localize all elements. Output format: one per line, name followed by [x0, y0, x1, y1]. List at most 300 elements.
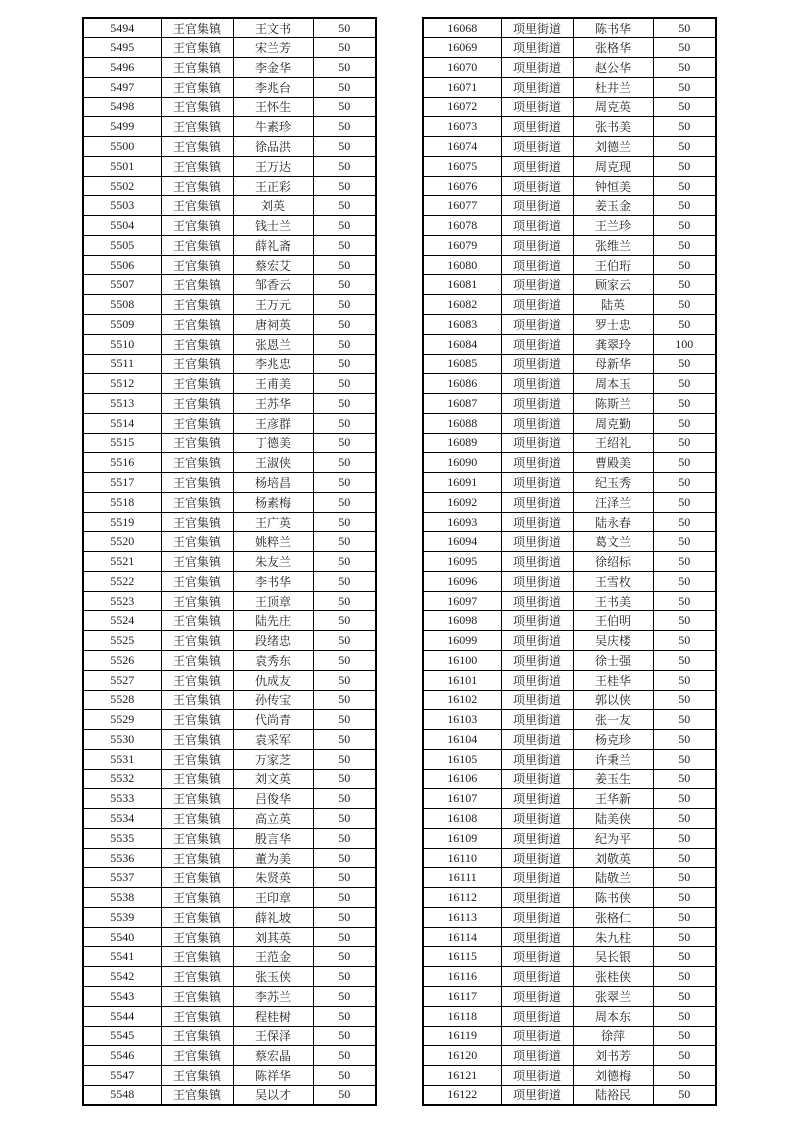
table-row — [423, 295, 716, 315]
district-cell: 王官集镇 — [161, 453, 233, 473]
name-cell: 刘英 — [233, 196, 313, 216]
id-cell: 5537 — [83, 868, 161, 888]
amount-cell: 50 — [653, 789, 716, 809]
amount-cell: 50 — [313, 749, 376, 769]
district-cell: 项里街道 — [501, 196, 573, 216]
amount-cell: 50 — [653, 394, 716, 414]
table-row — [83, 314, 376, 334]
table-row — [83, 156, 376, 176]
amount-cell: 50 — [653, 611, 716, 631]
id-cell: 5503 — [83, 196, 161, 216]
district-cell: 项里街道 — [501, 97, 573, 117]
district-cell: 王官集镇 — [161, 1046, 233, 1066]
amount-cell: 50 — [313, 670, 376, 690]
name-cell: 刘德兰 — [573, 137, 653, 157]
amount-cell: 50 — [653, 967, 716, 987]
amount-cell: 50 — [313, 710, 376, 730]
amount-cell: 50 — [313, 176, 376, 196]
name-cell: 郭以侠 — [573, 690, 653, 710]
id-cell: 16106 — [423, 769, 501, 789]
district-cell: 项里街道 — [501, 947, 573, 967]
table-row — [423, 1046, 716, 1066]
table-row — [83, 235, 376, 255]
table-row — [83, 394, 376, 414]
id-cell: 5512 — [83, 374, 161, 394]
id-cell: 16117 — [423, 987, 501, 1007]
amount-cell: 50 — [653, 591, 716, 611]
table-row — [423, 334, 716, 354]
name-cell: 李苏兰 — [233, 987, 313, 1007]
table-row — [423, 591, 716, 611]
name-cell: 陆先庄 — [233, 611, 313, 631]
amount-cell: 50 — [653, 314, 716, 334]
amount-cell: 50 — [313, 156, 376, 176]
amount-cell: 50 — [653, 492, 716, 512]
district-cell: 项里街道 — [501, 710, 573, 730]
district-cell: 项里街道 — [501, 314, 573, 334]
id-cell: 5527 — [83, 670, 161, 690]
table-row — [423, 670, 716, 690]
amount-cell: 50 — [653, 1006, 716, 1026]
table-row — [423, 117, 716, 137]
amount-cell: 50 — [313, 1026, 376, 1046]
id-cell: 16082 — [423, 295, 501, 315]
name-cell: 李金华 — [233, 58, 313, 78]
id-cell: 16086 — [423, 374, 501, 394]
id-cell: 16099 — [423, 631, 501, 651]
name-cell: 张维兰 — [573, 235, 653, 255]
id-cell: 5497 — [83, 77, 161, 97]
amount-cell: 50 — [313, 1085, 376, 1105]
name-cell: 陈书侠 — [573, 888, 653, 908]
id-cell: 5509 — [83, 314, 161, 334]
amount-cell: 50 — [653, 413, 716, 433]
table-row — [83, 38, 376, 58]
district-cell: 王官集镇 — [161, 670, 233, 690]
district-cell: 项里街道 — [501, 433, 573, 453]
table-row — [83, 907, 376, 927]
table-row — [423, 532, 716, 552]
id-cell: 5529 — [83, 710, 161, 730]
name-cell: 杜井兰 — [573, 77, 653, 97]
id-cell: 16114 — [423, 927, 501, 947]
table-row — [83, 888, 376, 908]
id-cell: 5519 — [83, 512, 161, 532]
district-cell: 项里街道 — [501, 275, 573, 295]
table-row — [83, 413, 376, 433]
district-cell: 项里街道 — [501, 749, 573, 769]
table-row — [423, 1026, 716, 1046]
id-cell: 16074 — [423, 137, 501, 157]
id-cell: 5536 — [83, 848, 161, 868]
name-cell: 王万元 — [233, 295, 313, 315]
table-row — [423, 433, 716, 453]
table-row — [83, 670, 376, 690]
amount-cell: 50 — [653, 18, 716, 38]
district-cell: 王官集镇 — [161, 216, 233, 236]
table-row — [423, 947, 716, 967]
id-cell: 5499 — [83, 117, 161, 137]
table-row — [83, 809, 376, 829]
amount-cell: 50 — [313, 789, 376, 809]
amount-cell: 50 — [313, 611, 376, 631]
id-cell: 5540 — [83, 927, 161, 947]
amount-cell: 50 — [653, 38, 716, 58]
amount-cell: 50 — [653, 117, 716, 137]
amount-cell: 50 — [653, 749, 716, 769]
table-row — [83, 275, 376, 295]
district-cell: 王官集镇 — [161, 907, 233, 927]
amount-cell: 50 — [313, 453, 376, 473]
district-cell: 项里街道 — [501, 176, 573, 196]
name-cell: 高立英 — [233, 809, 313, 829]
table-row — [83, 176, 376, 196]
district-cell: 王官集镇 — [161, 117, 233, 137]
amount-cell: 50 — [313, 117, 376, 137]
table-row — [83, 374, 376, 394]
table-row — [83, 730, 376, 750]
table-row — [423, 196, 716, 216]
amount-cell: 50 — [313, 947, 376, 967]
id-cell: 5530 — [83, 730, 161, 750]
amount-cell: 50 — [653, 176, 716, 196]
district-cell: 王官集镇 — [161, 1066, 233, 1086]
amount-cell: 50 — [653, 670, 716, 690]
name-cell: 陆美侠 — [573, 809, 653, 829]
amount-cell: 50 — [313, 394, 376, 414]
amount-cell: 100 — [653, 334, 716, 354]
id-cell: 16096 — [423, 571, 501, 591]
district-cell: 项里街道 — [501, 1046, 573, 1066]
table-row — [83, 749, 376, 769]
district-cell: 项里街道 — [501, 216, 573, 236]
name-cell: 王怀生 — [233, 97, 313, 117]
district-cell: 王官集镇 — [161, 1026, 233, 1046]
district-cell: 项里街道 — [501, 413, 573, 433]
id-cell: 16105 — [423, 749, 501, 769]
name-cell: 王伯明 — [573, 611, 653, 631]
amount-cell: 50 — [653, 690, 716, 710]
id-cell: 5505 — [83, 235, 161, 255]
name-cell: 薛礼斋 — [233, 235, 313, 255]
table-row — [83, 532, 376, 552]
name-cell: 张玉侠 — [233, 967, 313, 987]
amount-cell: 50 — [313, 907, 376, 927]
id-cell: 16078 — [423, 216, 501, 236]
name-cell: 陆英 — [573, 295, 653, 315]
district-cell: 王官集镇 — [161, 571, 233, 591]
name-cell: 张恩兰 — [233, 334, 313, 354]
id-cell: 16115 — [423, 947, 501, 967]
table-row — [83, 611, 376, 631]
id-cell: 16075 — [423, 156, 501, 176]
district-cell: 项里街道 — [501, 690, 573, 710]
district-cell: 项里街道 — [501, 117, 573, 137]
district-cell: 项里街道 — [501, 670, 573, 690]
amount-cell: 50 — [653, 275, 716, 295]
amount-cell: 50 — [653, 907, 716, 927]
name-cell: 朱九柱 — [573, 927, 653, 947]
amount-cell: 50 — [653, 769, 716, 789]
table-row — [83, 117, 376, 137]
amount-cell: 50 — [313, 769, 376, 789]
id-cell: 5514 — [83, 413, 161, 433]
id-cell: 16088 — [423, 413, 501, 433]
amount-cell: 50 — [653, 453, 716, 473]
amount-cell: 50 — [653, 77, 716, 97]
name-cell: 刘其英 — [233, 927, 313, 947]
district-cell: 项里街道 — [501, 552, 573, 572]
id-cell: 16073 — [423, 117, 501, 137]
amount-cell: 50 — [313, 413, 376, 433]
name-cell: 唐祠英 — [233, 314, 313, 334]
district-cell: 王官集镇 — [161, 651, 233, 671]
name-cell: 李兆台 — [233, 77, 313, 97]
name-cell: 王伯珩 — [573, 255, 653, 275]
amount-cell: 50 — [313, 591, 376, 611]
district-cell: 项里街道 — [501, 1006, 573, 1026]
name-cell: 朱友兰 — [233, 552, 313, 572]
table-row — [423, 137, 716, 157]
id-cell: 16098 — [423, 611, 501, 631]
name-cell: 王兰珍 — [573, 216, 653, 236]
name-cell: 李兆忠 — [233, 354, 313, 374]
amount-cell: 50 — [313, 58, 376, 78]
id-cell: 5534 — [83, 809, 161, 829]
name-cell: 纪为平 — [573, 828, 653, 848]
amount-cell: 50 — [313, 77, 376, 97]
id-cell: 5526 — [83, 651, 161, 671]
district-cell: 项里街道 — [501, 354, 573, 374]
amount-cell: 50 — [313, 512, 376, 532]
id-cell: 16069 — [423, 38, 501, 58]
id-cell: 5507 — [83, 275, 161, 295]
amount-cell: 50 — [653, 235, 716, 255]
amount-cell: 50 — [313, 295, 376, 315]
district-cell: 项里街道 — [501, 967, 573, 987]
name-cell: 吴庆楼 — [573, 631, 653, 651]
table-row — [423, 97, 716, 117]
district-cell: 王官集镇 — [161, 769, 233, 789]
district-cell: 王官集镇 — [161, 374, 233, 394]
table-row — [83, 18, 376, 38]
amount-cell: 50 — [653, 97, 716, 117]
name-cell: 丁德美 — [233, 433, 313, 453]
district-cell: 项里街道 — [501, 1085, 573, 1105]
table-row — [423, 749, 716, 769]
name-cell: 薛礼坡 — [233, 907, 313, 927]
district-cell: 项里街道 — [501, 631, 573, 651]
name-cell: 蔡宏晶 — [233, 1046, 313, 1066]
district-cell: 王官集镇 — [161, 196, 233, 216]
name-cell: 刘文英 — [233, 769, 313, 789]
district-cell: 王官集镇 — [161, 710, 233, 730]
name-cell: 周克勤 — [573, 413, 653, 433]
id-cell: 16093 — [423, 512, 501, 532]
name-cell: 王书美 — [573, 591, 653, 611]
id-cell: 5532 — [83, 769, 161, 789]
district-cell: 项里街道 — [501, 38, 573, 58]
amount-cell: 50 — [653, 1026, 716, 1046]
table-row — [83, 927, 376, 947]
table-row — [83, 97, 376, 117]
district-cell: 王官集镇 — [161, 552, 233, 572]
amount-cell: 50 — [653, 156, 716, 176]
district-cell: 王官集镇 — [161, 987, 233, 1007]
id-cell: 16072 — [423, 97, 501, 117]
district-cell: 项里街道 — [501, 58, 573, 78]
table-row — [83, 987, 376, 1007]
table-row — [423, 927, 716, 947]
id-cell: 5531 — [83, 749, 161, 769]
district-cell: 王官集镇 — [161, 334, 233, 354]
name-cell: 王文书 — [233, 18, 313, 38]
name-cell: 赵公华 — [573, 58, 653, 78]
district-cell: 项里街道 — [501, 868, 573, 888]
table-row — [83, 255, 376, 275]
id-cell: 5495 — [83, 38, 161, 58]
id-cell: 5525 — [83, 631, 161, 651]
amount-cell: 50 — [313, 374, 376, 394]
district-cell: 项里街道 — [501, 927, 573, 947]
district-cell: 项里街道 — [501, 156, 573, 176]
district-cell: 项里街道 — [501, 374, 573, 394]
amount-cell: 50 — [653, 196, 716, 216]
district-cell: 王官集镇 — [161, 888, 233, 908]
id-cell: 5522 — [83, 571, 161, 591]
table-row — [423, 77, 716, 97]
id-cell: 5496 — [83, 58, 161, 78]
district-cell: 项里街道 — [501, 828, 573, 848]
district-cell: 王官集镇 — [161, 967, 233, 987]
district-cell: 项里街道 — [501, 730, 573, 750]
name-cell: 吴以才 — [233, 1085, 313, 1105]
district-cell: 项里街道 — [501, 611, 573, 631]
table-row — [423, 235, 716, 255]
table-row — [423, 1006, 716, 1026]
amount-cell: 50 — [313, 354, 376, 374]
id-cell: 5504 — [83, 216, 161, 236]
district-cell: 项里街道 — [501, 809, 573, 829]
table-row — [423, 1066, 716, 1086]
amount-cell: 50 — [653, 137, 716, 157]
amount-cell: 50 — [653, 1046, 716, 1066]
amount-cell: 50 — [653, 512, 716, 532]
name-cell: 罗士忠 — [573, 314, 653, 334]
amount-cell: 50 — [653, 295, 716, 315]
name-cell: 周本玉 — [573, 374, 653, 394]
district-cell: 王官集镇 — [161, 789, 233, 809]
id-cell: 16070 — [423, 58, 501, 78]
table-row — [83, 769, 376, 789]
name-cell: 蔡宏艾 — [233, 255, 313, 275]
id-cell: 16077 — [423, 196, 501, 216]
left-table — [82, 17, 377, 1106]
name-cell: 杨培昌 — [233, 473, 313, 493]
id-cell: 16095 — [423, 552, 501, 572]
name-cell: 张格仁 — [573, 907, 653, 927]
name-cell: 周克现 — [573, 156, 653, 176]
name-cell: 张桂侠 — [573, 967, 653, 987]
table-row — [83, 690, 376, 710]
district-cell: 王官集镇 — [161, 473, 233, 493]
id-cell: 16107 — [423, 789, 501, 809]
table-row — [423, 868, 716, 888]
district-cell: 王官集镇 — [161, 512, 233, 532]
table-row — [83, 512, 376, 532]
table-row — [83, 295, 376, 315]
name-cell: 钟恒美 — [573, 176, 653, 196]
amount-cell: 50 — [313, 1046, 376, 1066]
district-cell: 王官集镇 — [161, 591, 233, 611]
name-cell: 王万达 — [233, 156, 313, 176]
district-cell: 王官集镇 — [161, 848, 233, 868]
table-row — [83, 848, 376, 868]
amount-cell: 50 — [313, 848, 376, 868]
district-cell: 项里街道 — [501, 77, 573, 97]
amount-cell: 50 — [313, 433, 376, 453]
table-row — [83, 433, 376, 453]
name-cell: 张格华 — [573, 38, 653, 58]
table-row — [83, 492, 376, 512]
amount-cell: 50 — [653, 552, 716, 572]
table-row — [423, 58, 716, 78]
amount-cell: 50 — [653, 1085, 716, 1105]
name-cell: 陆敬兰 — [573, 868, 653, 888]
district-cell: 王官集镇 — [161, 38, 233, 58]
name-cell: 纪玉秀 — [573, 473, 653, 493]
id-cell: 5544 — [83, 1006, 161, 1026]
table-row — [83, 216, 376, 236]
id-cell: 16118 — [423, 1006, 501, 1026]
amount-cell: 50 — [313, 314, 376, 334]
id-cell: 5523 — [83, 591, 161, 611]
table-row — [83, 552, 376, 572]
table-row — [83, 473, 376, 493]
district-cell: 王官集镇 — [161, 354, 233, 374]
table-row — [423, 394, 716, 414]
amount-cell: 50 — [313, 532, 376, 552]
id-cell: 16071 — [423, 77, 501, 97]
table-row — [83, 1006, 376, 1026]
id-cell: 16076 — [423, 176, 501, 196]
district-cell: 王官集镇 — [161, 611, 233, 631]
district-cell: 王官集镇 — [161, 18, 233, 38]
amount-cell: 50 — [653, 927, 716, 947]
name-cell: 王绍礼 — [573, 433, 653, 453]
table-row — [423, 374, 716, 394]
id-cell: 5513 — [83, 394, 161, 414]
table-row — [423, 730, 716, 750]
district-cell: 项里街道 — [501, 295, 573, 315]
district-cell: 王官集镇 — [161, 295, 233, 315]
table-row — [83, 631, 376, 651]
amount-cell: 50 — [313, 987, 376, 1007]
id-cell: 5494 — [83, 18, 161, 38]
name-cell: 王甫美 — [233, 374, 313, 394]
amount-cell: 50 — [313, 334, 376, 354]
amount-cell: 50 — [313, 730, 376, 750]
table-row — [423, 1085, 716, 1105]
amount-cell: 50 — [653, 1066, 716, 1086]
table-row — [423, 18, 716, 38]
id-cell: 5546 — [83, 1046, 161, 1066]
amount-cell: 50 — [653, 730, 716, 750]
id-cell: 5548 — [83, 1085, 161, 1105]
amount-cell: 50 — [653, 848, 716, 868]
id-cell: 16108 — [423, 809, 501, 829]
table-row — [83, 1026, 376, 1046]
